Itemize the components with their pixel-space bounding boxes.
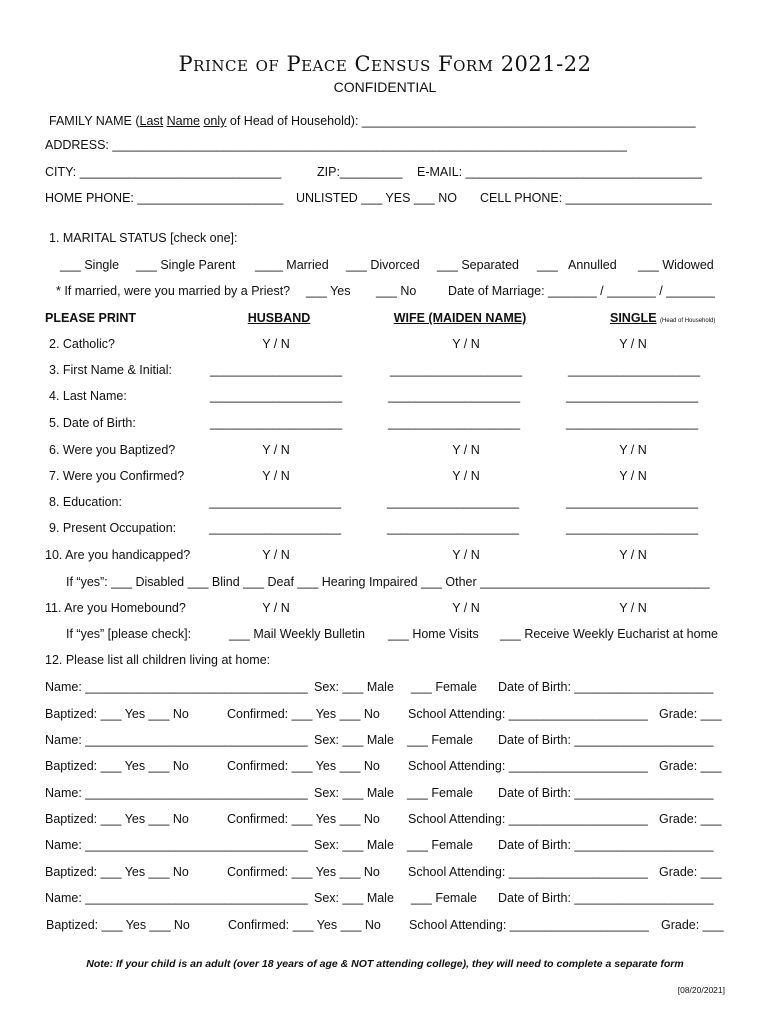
confirmed-wife-yn[interactable]: Y / N: [452, 469, 480, 483]
last-name-wife-field[interactable]: ___________________: [388, 389, 521, 403]
homebound-husband-yn[interactable]: Y / N: [262, 601, 290, 615]
marital-option-annulled: Annulled: [568, 258, 617, 272]
child-2-name-field[interactable]: Name: ________________________________: [45, 733, 308, 747]
dob-wife-field[interactable]: ___________________: [388, 416, 521, 430]
confidential-label: CONFIDENTIAL: [333, 79, 437, 95]
child-5-grade-field[interactable]: Grade: ___: [661, 918, 724, 932]
catholic-wife-yn[interactable]: Y / N: [452, 337, 480, 351]
education-single-field[interactable]: ___________________: [566, 495, 699, 509]
child-4-school-field[interactable]: School Attending: ____________________: [408, 865, 648, 879]
child-4-sex-male[interactable]: Sex: ___ Male: [314, 838, 394, 852]
baptized-wife-yn[interactable]: Y / N: [452, 443, 480, 457]
last-name-single-field[interactable]: ___________________: [566, 389, 699, 403]
baptized-husband-yn[interactable]: Y / N: [262, 443, 290, 457]
cell-phone-field[interactable]: CELL PHONE: _____________________: [480, 191, 712, 205]
wife-column-header: WIFE (MAIDEN NAME): [393, 311, 527, 325]
child-1-school-field[interactable]: School Attending: ____________________: [408, 707, 648, 721]
unlisted-field[interactable]: UNLISTED ___ YES ___ NO: [296, 191, 457, 205]
child-3-confirmed[interactable]: Confirmed: ___ Yes ___ No: [227, 812, 380, 826]
question-date-of-birth: 5. Date of Birth:: [49, 416, 136, 430]
zip-field[interactable]: ZIP:_________: [317, 165, 403, 179]
first-name-husband-field[interactable]: ___________________: [210, 363, 343, 377]
homebound-wife-yn[interactable]: Y / N: [452, 601, 480, 615]
dob-single-field[interactable]: ___________________: [566, 416, 699, 430]
city-field[interactable]: CITY: _____________________________: [45, 165, 282, 179]
child-4-grade-field[interactable]: Grade: ___: [659, 865, 722, 879]
child-1-name-field[interactable]: Name: ________________________________: [45, 680, 308, 694]
child-3-grade-field[interactable]: Grade: ___: [659, 812, 722, 826]
child-5-school-field[interactable]: School Attending: ____________________: [409, 918, 649, 932]
child-1-dob-field[interactable]: Date of Birth: ____________________: [498, 680, 714, 694]
married-by-priest-question: * If married, were you married by a Priest?: [56, 284, 291, 298]
last-name-husband-field[interactable]: ___________________: [210, 389, 343, 403]
child-3-sex-male[interactable]: Sex: ___ Male: [314, 786, 394, 800]
child-5-baptized[interactable]: Baptized: ___ Yes ___ No: [46, 918, 190, 932]
occupation-single-field[interactable]: ___________________: [566, 521, 699, 535]
confirmed-husband-yn[interactable]: Y / N: [262, 469, 290, 483]
child-4-sex-female[interactable]: ___ Female: [407, 838, 474, 852]
question-last-name: 4. Last Name:: [49, 389, 127, 403]
handicapped-husband-yn[interactable]: Y / N: [262, 548, 290, 562]
single-column-header: SINGLE (Head of Household): [610, 311, 716, 325]
child-2-grade-field[interactable]: Grade: ___: [659, 759, 722, 773]
home-visits-option[interactable]: ___ Home Visits: [388, 627, 479, 641]
homebound-single-yn[interactable]: Y / N: [619, 601, 647, 615]
mail-weekly-bulletin-option[interactable]: ___ Mail Weekly Bulletin: [229, 627, 365, 641]
marital-option-divorced[interactable]: ___ Divorced: [346, 258, 420, 272]
child-2-confirmed[interactable]: Confirmed: ___ Yes ___ No: [227, 759, 380, 773]
question-first-name: 3. First Name & Initial:: [49, 363, 172, 377]
child-2-baptized[interactable]: Baptized: ___ Yes ___ No: [45, 759, 189, 773]
child-2-dob-field[interactable]: Date of Birth: ____________________: [498, 733, 714, 747]
husband-column-header: HUSBAND: [247, 311, 311, 325]
child-1-sex-male[interactable]: Sex: ___ Male: [314, 680, 394, 694]
first-name-wife-field[interactable]: ___________________: [390, 363, 523, 377]
marital-option-separated[interactable]: ___ Separated: [437, 258, 520, 272]
address-field[interactable]: ADDRESS: __________________________________________________________________________: [45, 138, 627, 152]
handicapped-wife-yn[interactable]: Y / N: [452, 548, 480, 562]
family-name-field[interactable]: FAMILY NAME (Last Name only of Head of Household): ________________________________________________: [49, 114, 696, 128]
child-3-baptized[interactable]: Baptized: ___ Yes ___ No: [45, 812, 189, 826]
homebound-check-label: If “yes” [please check]:: [66, 627, 192, 641]
child-3-sex-female[interactable]: ___ Female: [407, 786, 474, 800]
revision-date: [08/20/2021]: [677, 985, 725, 995]
first-name-single-field[interactable]: ___________________: [568, 363, 701, 377]
child-2-sex-male[interactable]: Sex: ___ Male: [314, 733, 394, 747]
child-2-school-field[interactable]: School Attending: ____________________: [408, 759, 648, 773]
child-1-confirmed[interactable]: Confirmed: ___ Yes ___ No: [227, 707, 380, 721]
child-3-school-field[interactable]: School Attending: ____________________: [408, 812, 648, 826]
question-catholic: 2. Catholic?: [49, 337, 116, 351]
question-education: 8. Education:: [49, 495, 122, 509]
child-3-name-field[interactable]: Name: ________________________________: [45, 786, 308, 800]
marital-annulled-blank[interactable]: ___: [537, 258, 558, 272]
child-3-dob-field[interactable]: Date of Birth: ____________________: [498, 786, 714, 800]
child-4-baptized[interactable]: Baptized: ___ Yes ___ No: [45, 865, 189, 879]
marital-option-married[interactable]: ____ Married: [255, 258, 329, 272]
handicapped-single-yn[interactable]: Y / N: [619, 548, 647, 562]
education-wife-field[interactable]: ___________________: [387, 495, 520, 509]
child-4-name-field[interactable]: Name: ________________________________: [45, 838, 308, 852]
child-5-confirmed[interactable]: Confirmed: ___ Yes ___ No: [228, 918, 381, 932]
confirmed-single-yn[interactable]: Y / N: [619, 469, 647, 483]
question-occupation: 9. Present Occupation:: [49, 521, 177, 535]
marriage-date-field[interactable]: Date of Marriage: _______ / _______ / _______: [448, 284, 715, 298]
child-4-confirmed[interactable]: Confirmed: ___ Yes ___ No: [227, 865, 380, 879]
child-1-sex-female[interactable]: ___ Female: [411, 680, 478, 694]
question-handicapped: 10. Are you handicapped?: [45, 548, 191, 562]
question-homebound: 11. Are you Homebound?: [45, 601, 186, 615]
child-1-grade-field[interactable]: Grade: ___: [659, 707, 722, 721]
priest-yes-option[interactable]: ___ Yes: [306, 284, 351, 298]
baptized-single-yn[interactable]: Y / N: [619, 443, 647, 457]
email-field[interactable]: E-MAIL: __________________________________: [417, 165, 702, 179]
question-baptized: 6. Were you Baptized?: [49, 443, 176, 457]
form-title: Prince of Peace Census Form 2021-22: [178, 52, 592, 76]
occupation-wife-field[interactable]: ___________________: [387, 521, 520, 535]
child-5-dob-field[interactable]: Date of Birth: ____________________: [498, 891, 714, 905]
catholic-husband-yn[interactable]: Y / N: [262, 337, 290, 351]
marital-option-widowed[interactable]: ___ Widowed: [638, 258, 714, 272]
priest-no-option[interactable]: ___ No: [376, 284, 417, 298]
education-husband-field[interactable]: ___________________: [209, 495, 342, 509]
child-5-sex-female[interactable]: ___ Female: [411, 891, 478, 905]
child-4-dob-field[interactable]: Date of Birth: ____________________: [498, 838, 714, 852]
question-confirmed: 7. Were you Confirmed?: [49, 469, 185, 483]
children-list-heading: 12. Please list all children living at home:: [45, 653, 271, 667]
dob-husband-field[interactable]: ___________________: [210, 416, 343, 430]
child-1-baptized[interactable]: Baptized: ___ Yes ___ No: [45, 707, 189, 721]
please-print-header: PLEASE PRINT: [45, 311, 136, 325]
child-2-sex-female[interactable]: ___ Female: [407, 733, 474, 747]
weekly-eucharist-option[interactable]: ___ Receive Weekly Eucharist at home: [500, 627, 718, 641]
occupation-husband-field[interactable]: ___________________: [209, 521, 342, 535]
catholic-single-yn[interactable]: Y / N: [619, 337, 647, 351]
marital-option-single-parent[interactable]: ___ Single Parent: [136, 258, 236, 272]
child-5-sex-male[interactable]: Sex: ___ Male: [314, 891, 394, 905]
marital-option-single[interactable]: ___ Single: [60, 258, 120, 272]
handicap-type-options[interactable]: If “yes”: ___ Disabled ___ Blind ___ Deaf ___ Hearing Impaired ___ Other _________________________________: [66, 575, 710, 589]
home-phone-field[interactable]: HOME PHONE: _____________________: [45, 191, 284, 205]
marital-status-heading: 1. MARITAL STATUS [check one]:: [49, 231, 238, 245]
child-5-name-field[interactable]: Name: ________________________________: [45, 891, 308, 905]
adult-child-note: Note: If your child is an adult (over 18 years of age & NOT attending college), they will need to complete a separate form: [86, 958, 684, 970]
